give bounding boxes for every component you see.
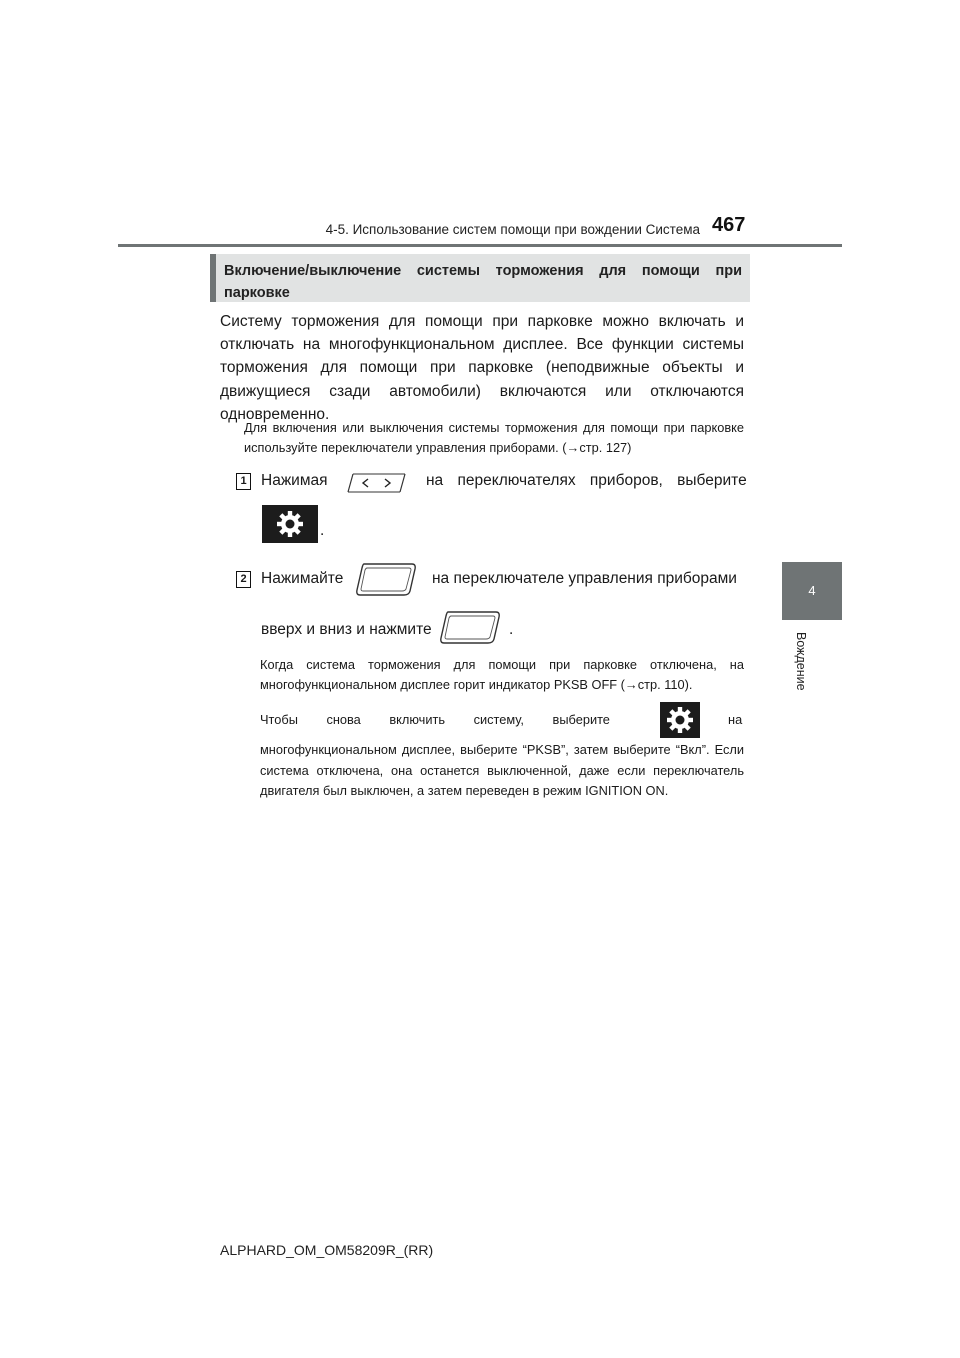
step2-text-after: на переключателе управления приборами (432, 570, 737, 587)
left-right-switch-icon (344, 471, 410, 495)
chapter-number: 4 (808, 583, 816, 598)
step2-line2: вверх и вниз и нажмите (261, 621, 432, 638)
ok-switch-icon (354, 559, 418, 599)
section-accent-bar (210, 254, 216, 302)
step1-text-before: Нажимая (261, 472, 328, 489)
step2-period: . (509, 621, 514, 638)
step-number-1: 1 (236, 473, 251, 490)
ok-switch-icon (438, 607, 502, 647)
step2-text-before: Нажимайте (261, 570, 344, 587)
note-pksb-off: Когда система торможения для помощи при парковке отключена, на многофункциональном дисплее горит индикатор PKSB OFF (→стр. 110). (260, 657, 744, 692)
step1-text-after (426, 472, 747, 490)
settings-gear-icon (262, 505, 318, 543)
document-footer: ALPHARD_OM_OM58209R_(RR) (220, 1242, 434, 1258)
gear-icon (665, 705, 695, 735)
header-rule (118, 244, 842, 247)
note3-tail: на (728, 712, 743, 727)
settings-gear-icon (660, 702, 700, 738)
section-title: Включение/выключение системы торможения для помощи при парковке (224, 263, 742, 301)
page-number: 467 (712, 214, 746, 236)
intro-paragraph: Систему торможения для помощи при парковке можно включать и отключать на многофункциональном дисплее. Все функции системы торможения для помощи при парковке (неподвижные объекты и движущиеся сзади автомобили) включаются или отключаются одновременно. (220, 313, 744, 423)
note-switches: Для включения или выключения системы торможения для помощи при парковке используйте переключатели управления приборами. (→стр. 127) (244, 420, 744, 455)
note3-rest: многофункциональном дисплее, выберите “PKSB”, затем выберите “Вкл”. Если система отключена, она останется выключенной, даже если переключатель двигателя был выключен, а затем переведен в режим IGNITION ON. (260, 742, 744, 798)
step-number-2: 2 (236, 571, 251, 588)
chapter-label: Вождение (794, 632, 808, 691)
section-heading (210, 254, 750, 302)
step1-period: . (320, 522, 325, 539)
step1-after-label: на переключателях приборов, выберите (426, 472, 747, 489)
running-header: 4-5. Использование систем помощи при вождении Система (325, 222, 700, 237)
chapter-tab (782, 562, 842, 620)
note3-lead: Чтобы снова включить систему, выберите (260, 712, 610, 727)
gear-icon (275, 509, 305, 539)
